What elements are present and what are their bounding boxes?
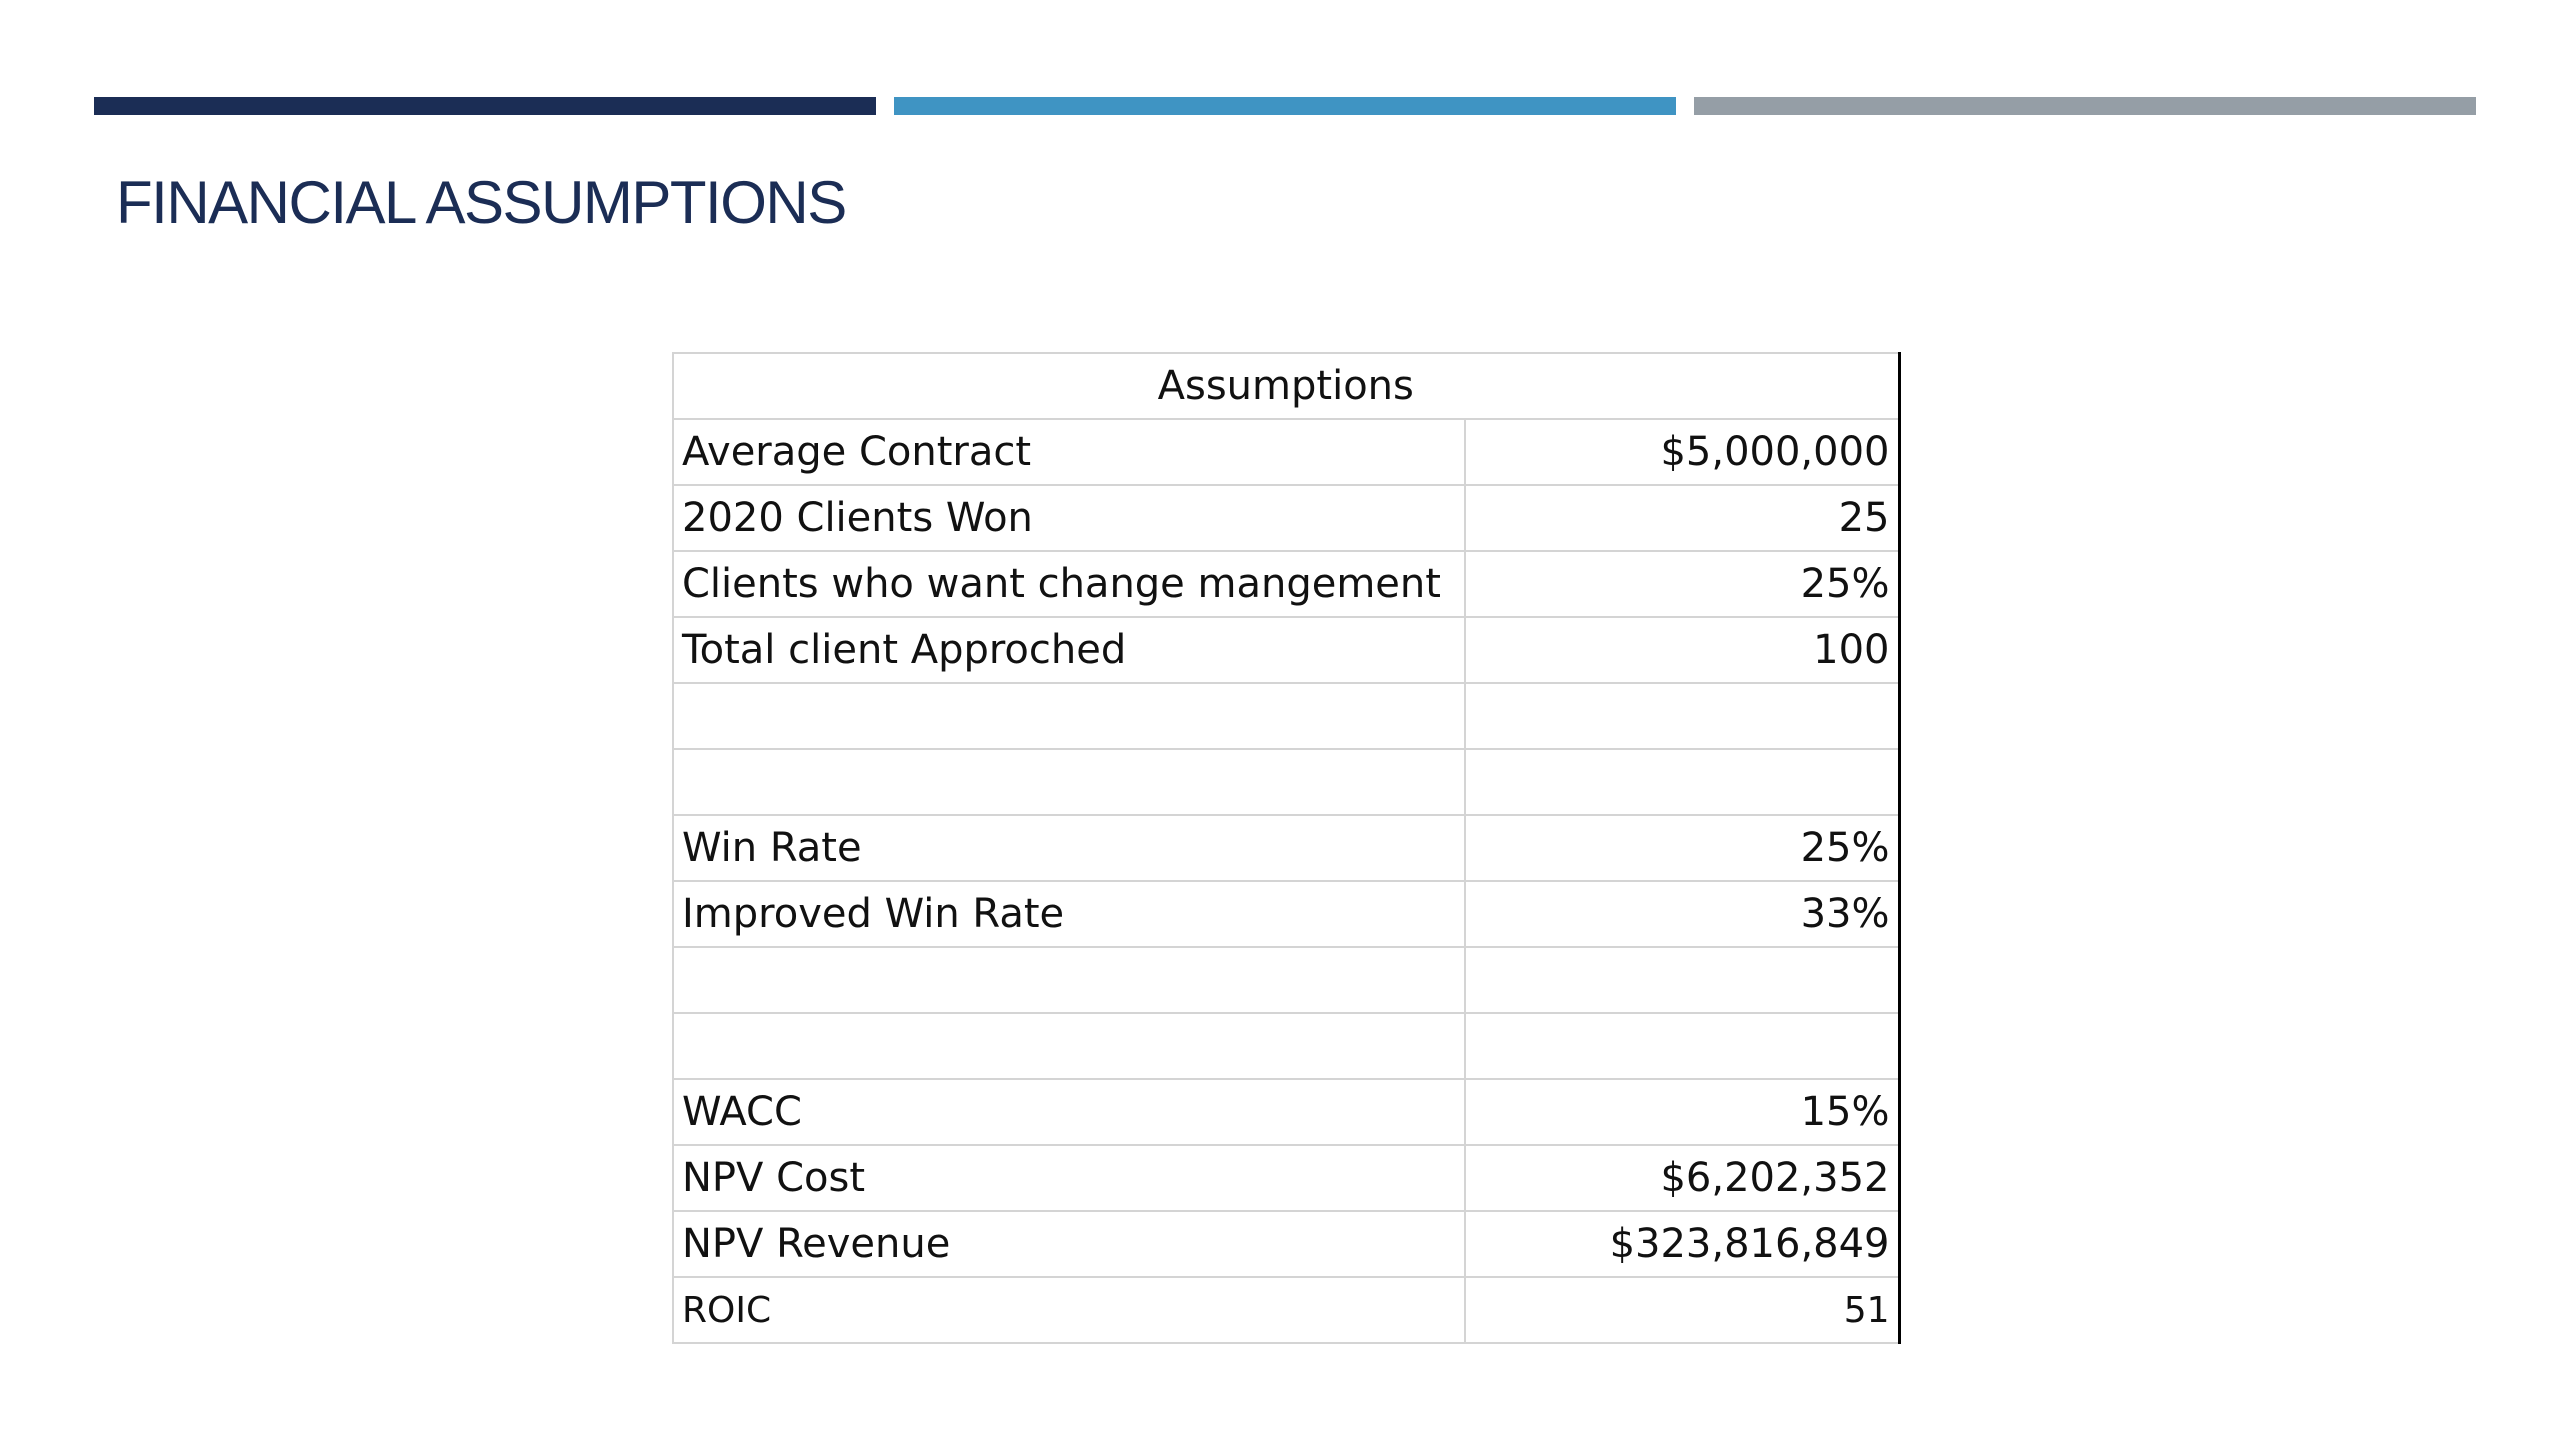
row-label: Improved Win Rate (673, 881, 1465, 947)
table-row (673, 1277, 1899, 1343)
row-label: Average Contract (673, 419, 1465, 485)
table-row (673, 881, 1899, 947)
row-value: $5,000,000 (1465, 419, 1899, 485)
row-label: WACC (673, 1079, 1465, 1145)
row-value: 15% (1465, 1079, 1899, 1145)
table-row (673, 815, 1899, 881)
slide-title: FINANCIAL ASSUMPTIONS (116, 169, 846, 236)
table-row-empty (673, 1013, 1899, 1079)
row-value: 25% (1465, 815, 1899, 881)
table-row (673, 1079, 1899, 1145)
table-row (673, 419, 1899, 485)
table-row-empty (673, 749, 1899, 815)
assumptions-table (672, 352, 1901, 1344)
row-value (1465, 749, 1899, 815)
row-label (673, 683, 1465, 749)
row-value: 51 (1465, 1277, 1899, 1343)
row-value: $6,202,352 (1465, 1145, 1899, 1211)
table-row-empty (673, 683, 1899, 749)
row-value: $323,816,849 (1465, 1211, 1899, 1277)
row-label: NPV Revenue (673, 1211, 1465, 1277)
row-value: 25 (1465, 485, 1899, 551)
table-heading: Assumptions (673, 353, 1899, 419)
accent-bar-gray (1694, 97, 2476, 115)
row-label: ROIC (673, 1277, 1465, 1343)
table-row-empty (673, 947, 1899, 1013)
row-label: NPV Cost (673, 1145, 1465, 1211)
row-label: Total client Approched (673, 617, 1465, 683)
row-value (1465, 683, 1899, 749)
row-label: 2020 Clients Won (673, 485, 1465, 551)
row-value: 33% (1465, 881, 1899, 947)
row-value (1465, 947, 1899, 1013)
row-label (673, 749, 1465, 815)
accent-bar-light-blue (894, 97, 1676, 115)
table-header-row (673, 353, 1899, 419)
table-row (673, 485, 1899, 551)
row-label: Clients who want change mangement (673, 551, 1465, 617)
table-row (673, 617, 1899, 683)
row-label: Win Rate (673, 815, 1465, 881)
table-row (673, 551, 1899, 617)
table-row (673, 1211, 1899, 1277)
row-value: 100 (1465, 617, 1899, 683)
accent-bar-dark-blue (94, 97, 876, 115)
row-value (1465, 1013, 1899, 1079)
row-value: 25% (1465, 551, 1899, 617)
row-label (673, 947, 1465, 1013)
row-label (673, 1013, 1465, 1079)
table-row (673, 1145, 1899, 1211)
